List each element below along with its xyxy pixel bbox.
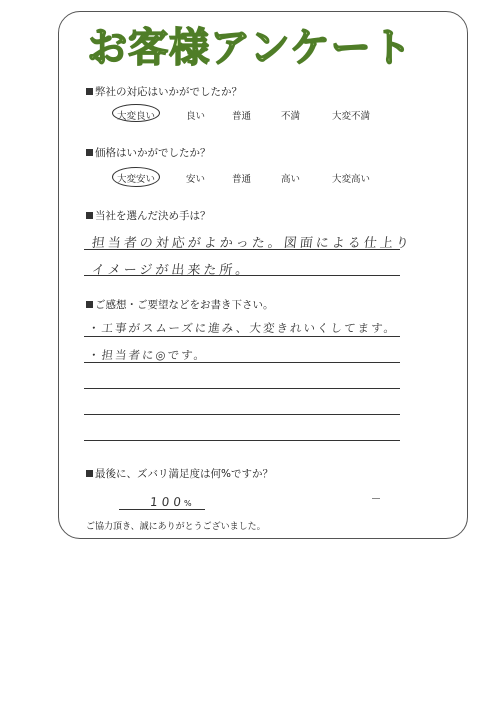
question-4 — [86, 297, 274, 312]
q2-option-2: 安い — [186, 174, 206, 185]
q1-option-1: 大変良い — [117, 111, 156, 122]
question-3-label: 当社を選んだ決め手は？ — [95, 210, 211, 222]
question-5-label: 最後に、ズバリ満足度は何%ですか？ — [95, 468, 273, 480]
q4-answer-line-2: ・担当者に◎です。 — [87, 348, 208, 362]
bullet-square-icon — [86, 301, 93, 308]
bullet-square-icon — [86, 149, 93, 156]
question-2 — [86, 145, 211, 160]
q2-selected-circle — [112, 167, 160, 187]
satisfaction-value: 100 — [149, 495, 186, 509]
footer-thanks: ご協力頂き、誠にありがとうございました。 — [86, 522, 266, 532]
percent-unit: % — [184, 499, 192, 508]
answer-rule — [119, 509, 205, 510]
question-1 — [86, 84, 242, 99]
question-4-label: ご感想・ご要望などをお書き下さい。 — [95, 299, 274, 311]
answer-rule — [84, 336, 400, 337]
stray-mark — [372, 498, 380, 499]
q1-option-5: 大変不満 — [332, 111, 371, 122]
q1-option-4: 不満 — [281, 111, 301, 122]
question-3 — [86, 208, 211, 223]
q1-selected-circle — [112, 104, 160, 122]
bullet-square-icon — [86, 212, 93, 219]
question-5 — [86, 466, 273, 481]
q2-option-3: 普通 — [232, 174, 252, 185]
q2-option-4: 高い — [281, 174, 301, 185]
q2-option-1: 大変安い — [117, 174, 156, 185]
q4-answer-line-1: ・工事がスムーズに進み、大変きれいくしてます。 — [87, 321, 398, 335]
bullet-square-icon — [86, 470, 93, 477]
answer-rule — [84, 388, 400, 389]
q1-option-3: 普通 — [232, 111, 252, 122]
answer-rule — [84, 440, 400, 441]
page-title: お客様アンケート — [87, 25, 413, 71]
answer-rule — [84, 275, 400, 276]
q3-answer-line-1: 担当者の対応がよかった。図面による仕上り — [91, 236, 413, 251]
bullet-square-icon — [86, 88, 93, 95]
q1-option-2: 良い — [186, 111, 206, 122]
answer-rule — [84, 249, 400, 250]
question-2-label: 価格はいかがでしたか？ — [95, 147, 211, 159]
question-1-label: 弊社の対応はいかがでしたか？ — [95, 86, 242, 98]
answer-rule — [84, 414, 400, 415]
q2-option-5: 大変高い — [332, 174, 371, 185]
answer-rule — [84, 362, 400, 363]
q3-answer-line-2: イメージが出来た所。 — [91, 263, 253, 278]
